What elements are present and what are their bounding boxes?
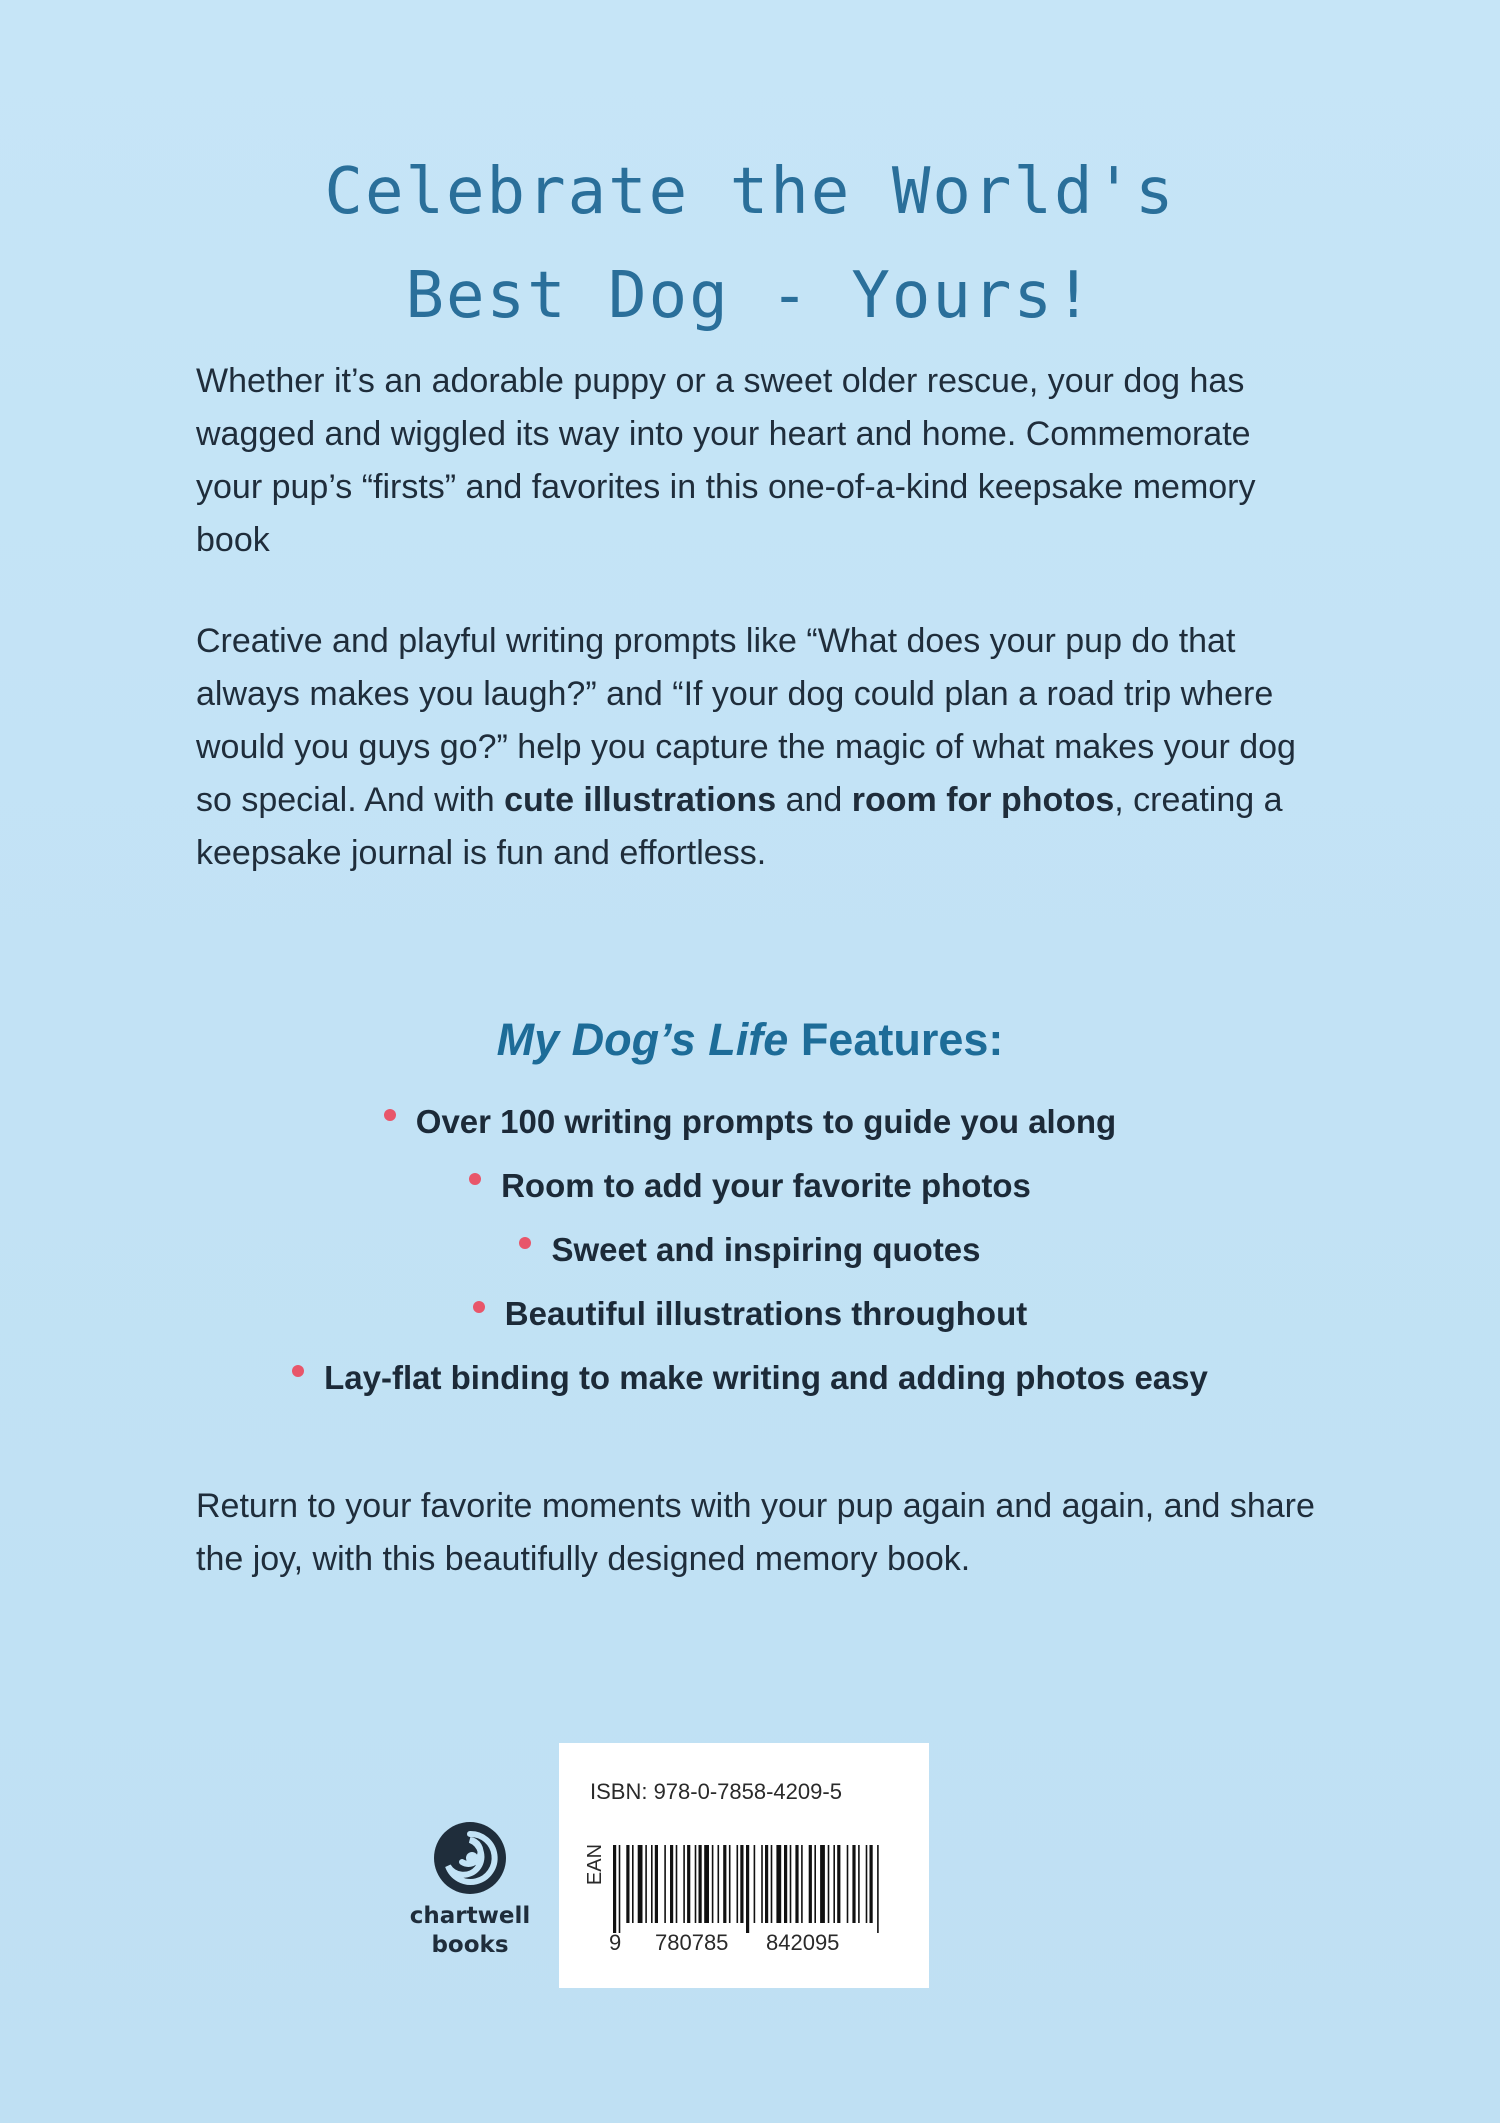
barcode-bar [645, 1845, 647, 1923]
barcode-bar [852, 1845, 855, 1923]
barcode-bar [626, 1845, 629, 1923]
feature-item [0, 1218, 1500, 1282]
features-title-book-name: My Dog’s Life [496, 1014, 789, 1065]
features-title-rest: Features: [788, 1014, 1004, 1065]
isbn-label: ISBN: 978-0-7858-4209-5 [590, 1779, 842, 1804]
barcode-bar [676, 1845, 678, 1923]
barcode-bar [765, 1845, 768, 1923]
barcode-bar [664, 1845, 666, 1923]
barcode-bar [761, 1845, 763, 1923]
feature-item [0, 1090, 1500, 1154]
barcode-bar [655, 1845, 658, 1923]
barcode-bar [712, 1845, 714, 1923]
features-list [0, 1090, 1500, 1410]
feature-text: Beautiful illustrations throughout [504, 1295, 1028, 1332]
barcode-bar [870, 1845, 873, 1923]
description-text-2: and [776, 781, 852, 819]
barcode-panel [559, 1743, 929, 1988]
publisher-line-1: chartwell [409, 1903, 531, 1929]
barcode-bar [737, 1845, 739, 1923]
barcode-bar [740, 1845, 743, 1923]
barcode-bar [790, 1845, 792, 1923]
description-paragraph [196, 615, 1316, 880]
description-text-1: Creative and playful writing prompts like “What does your pup do that always makes you laugh?” and “If your dog could plan a road trip where would you guys go?” help you capture the magic of what makes your dog so special. And with [196, 622, 1296, 819]
swirl-logo-icon [432, 1820, 508, 1896]
barcode-bar [847, 1845, 849, 1923]
feature-item [0, 1154, 1500, 1218]
publisher-logo [405, 1820, 535, 1960]
barcode-digits-left: 780785 [655, 1930, 729, 1955]
barcode-bar [858, 1845, 860, 1923]
barcode-bar [795, 1845, 798, 1923]
barcode-bar [828, 1845, 830, 1923]
feature-item [0, 1282, 1500, 1346]
feature-text: Lay-flat binding to make writing and adding photos easy [324, 1359, 1208, 1396]
feature-text: Over 100 writing prompts to guide you along [415, 1103, 1117, 1140]
barcode-bar [754, 1845, 756, 1923]
barcode-bar [820, 1845, 825, 1923]
barcode-icon [609, 1845, 889, 1933]
feature-text: Room to add your favorite photos [501, 1167, 1031, 1204]
headline-line-2: Best Dog - Yours! [405, 259, 1095, 333]
barcode-bar [809, 1845, 812, 1923]
barcode-bar [771, 1845, 773, 1923]
bullet-icon [473, 1301, 485, 1313]
barcode-digit-first: 9 [609, 1930, 622, 1955]
barcode-bar [699, 1845, 702, 1923]
bullet-icon [469, 1173, 481, 1185]
barcode-bar [670, 1845, 673, 1923]
barcode-bar [683, 1845, 685, 1923]
feature-item [0, 1346, 1500, 1410]
barcode-bar [729, 1845, 731, 1923]
barcode-bar [746, 1845, 749, 1933]
bullet-icon [384, 1109, 396, 1121]
barcode-bar [687, 1845, 690, 1923]
barcode-bar [613, 1845, 616, 1933]
barcode-bar [866, 1845, 868, 1923]
headline-line-1: Celebrate the World's [324, 155, 1176, 229]
description-bold-illustrations: cute illustrations [504, 781, 777, 819]
barcode-bar [784, 1845, 787, 1923]
description-bold-photos: room for photos [851, 781, 1115, 819]
barcode-bar [723, 1845, 726, 1923]
barcode-digits-right: 842095 [766, 1930, 840, 1955]
barcode-bar [651, 1845, 653, 1923]
barcode-bar [837, 1845, 840, 1923]
ean-label: EAN [584, 1843, 607, 1886]
description-text-3: , creating a keepsake journal is fun and effortless. [196, 781, 1283, 872]
barcode-bar [638, 1845, 643, 1923]
barcode-bar [776, 1845, 781, 1923]
barcode-bar [695, 1845, 697, 1923]
feature-text: Sweet and inspiring quotes [551, 1231, 981, 1268]
bullet-icon [519, 1237, 531, 1249]
headline [0, 140, 1500, 348]
barcode-bar [801, 1845, 803, 1923]
publisher-line-2: books [431, 1932, 509, 1958]
barcode-bar [632, 1845, 634, 1923]
barcode-bar [833, 1845, 835, 1923]
bullet-icon [292, 1365, 304, 1377]
barcode-bar [704, 1845, 709, 1923]
publisher-name [405, 1902, 535, 1960]
barcode-bar [814, 1845, 816, 1923]
barcode-bar [619, 1845, 621, 1933]
closing-paragraph: Return to your favorite moments with your pup again and again, and share the joy, with this beautifully designed memory book. [196, 1487, 1315, 1578]
barcode-bar [877, 1845, 879, 1933]
intro-paragraph: Whether it’s an adorable puppy or a sweet older rescue, your dog has wagged and wiggled its way into your heart and home. Commemorate your pup’s “firsts” and favorites in this one-of-a-kind keepsake memory book [196, 362, 1256, 559]
barcode-bar [718, 1845, 720, 1923]
features-title [0, 1010, 1500, 1070]
